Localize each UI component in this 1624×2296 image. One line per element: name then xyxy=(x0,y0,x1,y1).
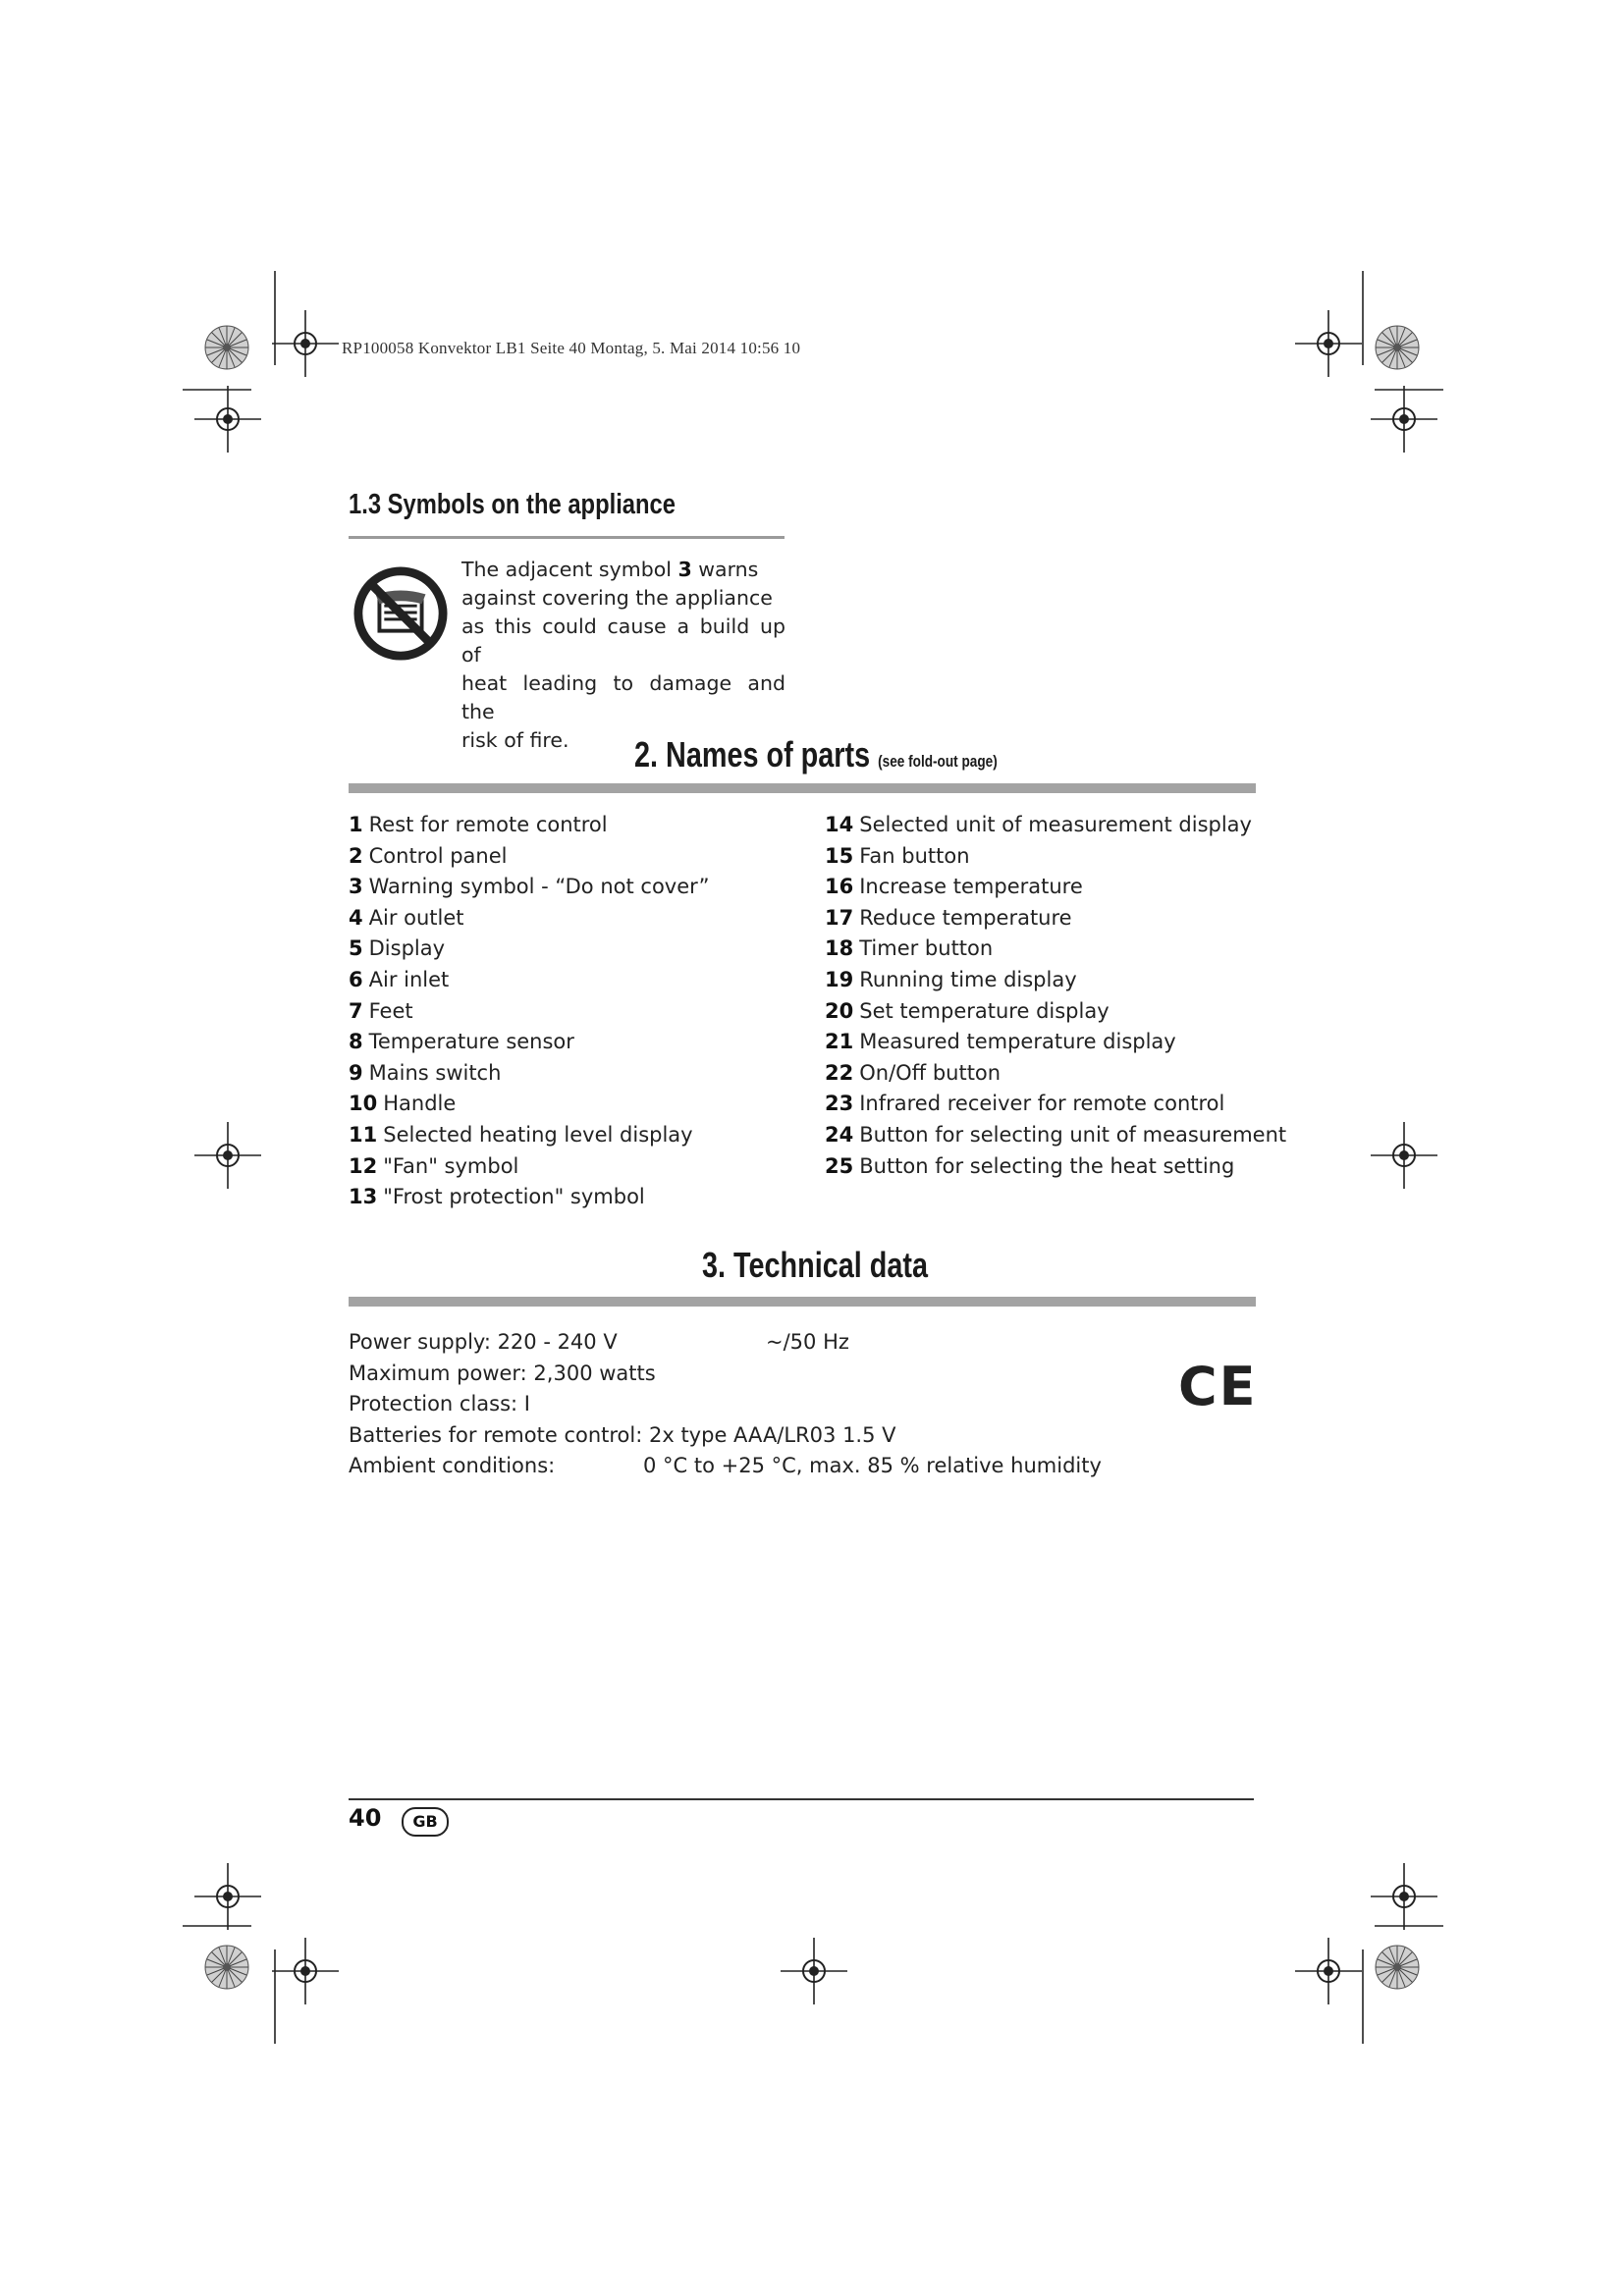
part-label: Display xyxy=(368,936,446,961)
part-number: 16 xyxy=(825,875,854,899)
title-text: 2. Names of parts xyxy=(634,734,871,774)
part-label: Warning symbol - “Do not cover” xyxy=(368,875,710,899)
warning-text-line: against covering the appliance xyxy=(461,586,773,610)
part-number: 11 xyxy=(349,1122,378,1147)
list-item xyxy=(349,1027,800,1058)
part-label: Running time display xyxy=(859,967,1077,991)
part-number: 17 xyxy=(825,905,854,930)
part-number: 15 xyxy=(825,843,854,868)
part-label: Fan button xyxy=(859,843,970,868)
part-number: 21 xyxy=(825,1030,854,1054)
country-badge: GB xyxy=(402,1807,449,1837)
batteries: Batteries for remote control: 2x type AAA/LR03 1.5 V xyxy=(349,1422,896,1447)
list-item xyxy=(349,1151,800,1183)
list-item xyxy=(349,1182,800,1213)
part-label: Reduce temperature xyxy=(859,905,1072,930)
list-item xyxy=(349,996,800,1028)
part-label: Control panel xyxy=(368,843,508,868)
part-label: Button for selecting the heat setting xyxy=(859,1153,1235,1178)
part-label: Set temperature display xyxy=(859,998,1110,1023)
list-item xyxy=(349,934,800,965)
part-number: 5 xyxy=(349,936,363,961)
section-tech-rule xyxy=(349,1297,1256,1307)
part-number: 22 xyxy=(825,1060,854,1085)
part-label: Selected heating level display xyxy=(383,1122,693,1147)
part-number: 2 xyxy=(349,843,363,868)
part-label: On/Off button xyxy=(859,1060,1001,1085)
part-number: 4 xyxy=(349,905,363,930)
list-item xyxy=(825,996,1276,1028)
max-power: Maximum power: 2,300 watts xyxy=(349,1361,656,1385)
part-label: Rest for remote control xyxy=(368,813,608,836)
list-item xyxy=(825,841,1276,873)
part-number: 18 xyxy=(825,936,854,961)
list-item xyxy=(349,903,800,934)
part-label: Measured temperature display xyxy=(859,1030,1176,1054)
ce-mark-icon: CE xyxy=(1178,1356,1258,1417)
power-frequency: ~/50 Hz xyxy=(766,1330,849,1354)
part-number: 1 xyxy=(349,813,363,836)
ambient-label: Ambient conditions: xyxy=(349,1454,556,1478)
part-label: Temperature sensor xyxy=(368,1030,574,1054)
list-item xyxy=(825,903,1276,934)
section-parts-title xyxy=(634,734,996,775)
warning-text-line: warns xyxy=(698,558,759,581)
section-symbols-rule xyxy=(349,536,785,539)
list-item xyxy=(825,1151,1276,1183)
parts-list-left xyxy=(349,810,800,1213)
part-number: 6 xyxy=(349,967,363,991)
part-number: 7 xyxy=(349,998,363,1023)
technical-data xyxy=(349,1327,1102,1482)
warning-description xyxy=(461,556,785,755)
warning-text-line: risk of fire. xyxy=(461,728,569,752)
warning-text-line: as this could cause a build up of xyxy=(461,614,785,667)
parts-list-right xyxy=(825,810,1287,1182)
list-item xyxy=(349,810,800,841)
part-number: 13 xyxy=(349,1185,378,1209)
list-item xyxy=(349,1089,800,1120)
page-number: 40 xyxy=(349,1804,382,1832)
part-number: 23 xyxy=(825,1092,854,1116)
warning-text-line: The adjacent symbol xyxy=(461,558,672,581)
title-note: (see fold-out page) xyxy=(878,752,998,771)
part-number: 24 xyxy=(825,1122,854,1147)
part-label: "Frost protection" symbol xyxy=(383,1185,645,1209)
part-number: 25 xyxy=(825,1153,854,1178)
print-header: RP100058 Konvektor LB1 Seite 40 Montag, 5. Mai 2014 10:56 10 xyxy=(342,339,801,357)
part-number: 3 xyxy=(349,875,363,899)
part-label: Feet xyxy=(368,998,413,1023)
part-number: 19 xyxy=(825,967,854,991)
list-item xyxy=(825,810,1276,841)
list-item xyxy=(825,872,1276,903)
part-label: Timer button xyxy=(859,936,994,961)
list-item xyxy=(349,1120,800,1151)
part-number: 8 xyxy=(349,1030,363,1054)
power-supply: Power supply: 220 - 240 V xyxy=(349,1330,618,1354)
section-tech-title: 3. Technical data xyxy=(702,1245,928,1285)
list-item xyxy=(349,1058,800,1090)
ambient-value: 0 °C to +25 °C, max. 85 % relative humidity xyxy=(643,1454,1102,1478)
section-symbols-title: 1.3 Symbols on the appliance xyxy=(349,489,677,520)
list-item xyxy=(825,1120,1287,1151)
part-label: Mains switch xyxy=(368,1060,502,1085)
list-item xyxy=(825,1058,1276,1090)
footer-rule xyxy=(349,1798,1254,1800)
part-number: 14 xyxy=(825,813,854,836)
part-label: "Fan" symbol xyxy=(383,1153,519,1178)
part-label: Handle xyxy=(383,1092,457,1116)
part-label: Button for selecting unit of measurement xyxy=(859,1122,1287,1147)
list-item xyxy=(349,965,800,996)
part-number: 10 xyxy=(349,1092,378,1116)
do-not-cover-icon xyxy=(352,565,449,662)
part-label: Infrared receiver for remote control xyxy=(859,1092,1225,1116)
list-item xyxy=(825,934,1276,965)
warning-text-line: heat leading to damage and the xyxy=(461,671,785,723)
warning-text-line: 3 xyxy=(677,558,692,581)
section-parts-rule xyxy=(349,783,1256,793)
list-item xyxy=(349,841,800,873)
part-number: 9 xyxy=(349,1060,363,1085)
part-label: Selected unit of measurement display xyxy=(859,813,1252,836)
list-item xyxy=(349,872,800,903)
list-item xyxy=(825,965,1276,996)
list-item xyxy=(825,1027,1276,1058)
part-number: 12 xyxy=(349,1153,378,1178)
list-item xyxy=(825,1089,1276,1120)
part-number: 20 xyxy=(825,998,854,1023)
part-label: Air inlet xyxy=(368,967,450,991)
part-label: Increase temperature xyxy=(859,875,1083,899)
part-label: Air outlet xyxy=(368,905,464,930)
protection-class: Protection class: I xyxy=(349,1392,530,1416)
